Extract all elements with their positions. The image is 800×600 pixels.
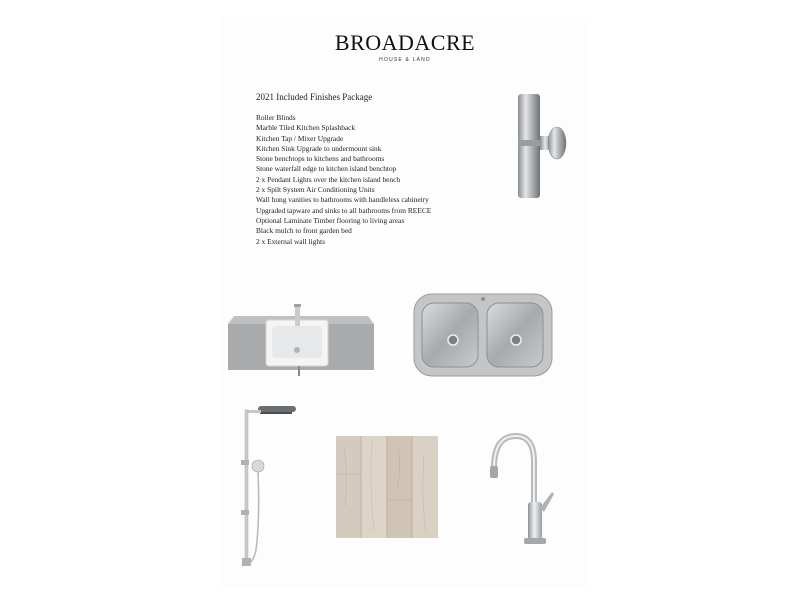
feature-item: Kitchen Sink Upgrade to undermount sink	[256, 143, 382, 153]
feature-item: 2 x Spilt System Air Conditioning Units	[256, 185, 375, 195]
feature-item: 2 x Pendant Lights over the kitchen island bench	[256, 174, 401, 184]
basin-icon	[228, 304, 374, 378]
features-list	[256, 113, 431, 247]
feature-item: Optional Laminate Timber flooring to living areas	[256, 215, 405, 225]
feature-item: Black mulch to front garden bed	[256, 226, 352, 236]
mixer-tap-icon	[486, 432, 556, 548]
feature-item: Marble Tiled Kitchen Splashback	[256, 123, 356, 133]
timber-floor-icon	[336, 436, 438, 538]
double-sink-icon	[413, 293, 553, 377]
feature-item: Stone benchtops to kitchens and bathrooms	[256, 154, 385, 164]
feature-item: Wall hung vanities to bathrooms with handleless cabinetry	[256, 195, 429, 205]
feature-item: Stone waterfall edge to kitchen island benchtop	[256, 164, 397, 174]
brand-logo	[220, 32, 590, 63]
feature-item: Roller Blinds	[256, 113, 296, 122]
feature-item: Upgraded tapware and sinks to all bathrooms from REECE	[256, 205, 432, 215]
package-title: 2021 Included Finishes Package	[256, 92, 373, 102]
shower-rail-icon	[230, 400, 310, 578]
wall-light-icon	[512, 92, 572, 202]
brand-name: BROADACRE	[334, 30, 476, 55]
brand-tagline: HOUSE & LAND	[379, 57, 431, 63]
feature-item: 2 x External wall lights	[256, 236, 325, 246]
brochure-page	[220, 18, 590, 588]
feature-item: Kitchen Tap / Mixer Upgrade	[256, 133, 344, 143]
